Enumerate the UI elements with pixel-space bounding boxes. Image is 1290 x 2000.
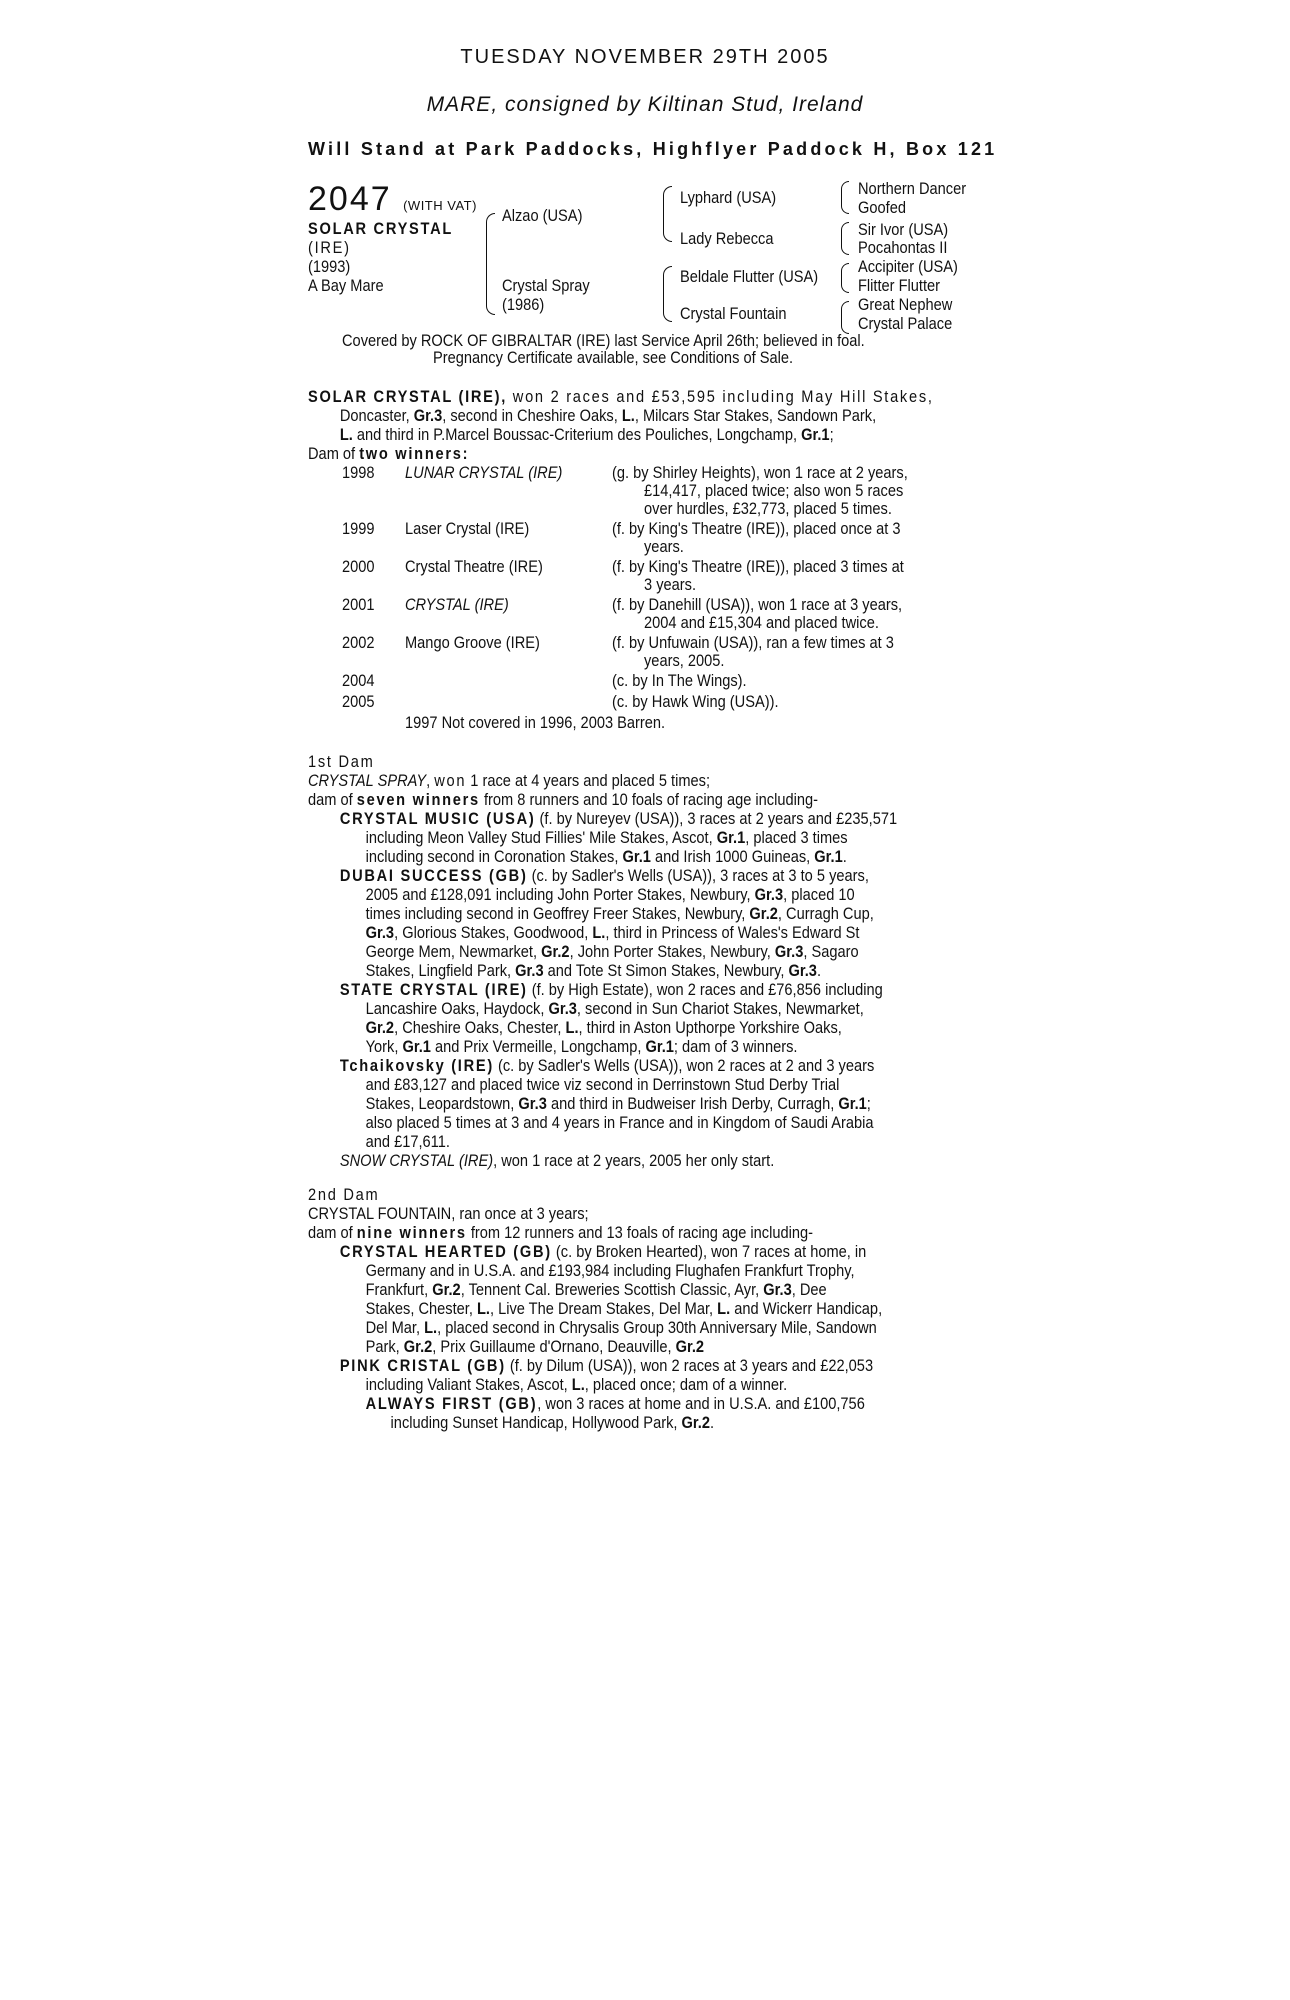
entry-text: , placed second in Chrysalis Group 30th Anniversary Mile, Sandown	[437, 1318, 877, 1337]
race-record-line	[308, 406, 934, 425]
first-dam-section	[308, 752, 897, 1170]
race-record-text: , Milcars Star Stakes, Sandown Park,	[634, 406, 877, 425]
race-grade: L.	[621, 406, 635, 425]
produce-year: 2002	[342, 633, 375, 652]
entry-text: including second in Coronation Stakes,	[365, 847, 623, 866]
race-record	[308, 387, 934, 463]
entry-line	[308, 1413, 882, 1432]
pedigree-g2: Goofed	[858, 198, 906, 217]
produce-name: LUNAR CRYSTAL (IRE)	[405, 463, 563, 482]
entry-line	[308, 942, 897, 961]
pedigree-g6: Flitter Flutter	[858, 276, 941, 295]
race-grade: Gr.1	[645, 1037, 674, 1056]
race-grade: L.	[571, 1375, 585, 1394]
pedigree-brace-g1	[841, 181, 849, 214]
entry-line	[308, 1075, 897, 1094]
first-dam-text: from 8 runners and 10 foals of racing age including-	[479, 790, 818, 809]
race-grade: L.	[565, 1018, 579, 1037]
race-record-text: Doncaster,	[339, 406, 414, 425]
race-grade: Gr.2	[681, 1413, 710, 1432]
produce-year: 2004	[342, 671, 375, 690]
entry-line	[308, 961, 897, 980]
race-grade: Gr.3	[763, 1280, 792, 1299]
race-grade: L.	[592, 923, 606, 942]
entry-text: and Prix Vermeille, Longchamp,	[430, 1037, 646, 1056]
produce-name: Crystal Theatre (IRE)	[405, 557, 543, 576]
entry-tchaikovsky	[308, 1056, 897, 1075]
pedigree-dam-year: (1986)	[502, 295, 545, 314]
entry-snow-crystal	[308, 1151, 897, 1170]
entry-text: also placed 5 times at 3 and 4 years in France and in Kingdom of Saudi Arabia	[365, 1113, 874, 1132]
race-record-line	[308, 425, 934, 444]
entry-line	[308, 999, 897, 1018]
entry-text: Park,	[365, 1337, 404, 1356]
entry-text: Stakes, Lingfield Park,	[365, 961, 516, 980]
entry-line	[308, 1299, 882, 1318]
entry-text: , won 1 race at 2 years, 2005 her only start.	[493, 1151, 775, 1170]
entry-text: .	[816, 961, 822, 980]
race-grade: Gr.1	[838, 1094, 867, 1113]
entry-text: and Tote St Simon Stakes, Newbury,	[543, 961, 789, 980]
produce-year: 1999	[342, 519, 375, 538]
entry-text: and Irish 1000 Guineas,	[650, 847, 815, 866]
entry-text: ; dam of 3 winners.	[673, 1037, 798, 1056]
race-grade: Gr.3	[788, 961, 817, 980]
horse-name: SOLAR CRYSTAL	[308, 219, 454, 238]
lot-number-value: 2047	[308, 180, 392, 218]
race-grade: Gr.3	[548, 999, 577, 1018]
produce-year: 1998	[342, 463, 375, 482]
entry-text: including Meon Valley Stud Fillies' Mile Stakes, Ascot,	[365, 828, 717, 847]
entry-text: , third in Princess of Wales's Edward St	[605, 923, 860, 942]
entry-text: (c. by Sadler's Wells (USA)), 3 races at 3 to 5 years,	[527, 866, 869, 885]
dam-of-line	[308, 444, 934, 463]
entry-text: , second in Sun Chariot Stakes, Newmarket,	[576, 999, 864, 1018]
entry-text: , John Porter Stakes, Newbury,	[569, 942, 775, 961]
race-grade: Gr.3	[774, 942, 804, 961]
produce-name: CRYSTAL (IRE)	[405, 595, 509, 614]
entry-line	[308, 1094, 897, 1113]
entry-text: and £17,611.	[365, 1132, 450, 1151]
race-grade: L.	[424, 1318, 438, 1337]
race-grade: Gr.2	[403, 1337, 433, 1356]
pedigree-brace-dam	[663, 266, 672, 322]
race-grade: Gr.3	[365, 923, 395, 942]
pedigree-g5: Accipiter (USA)	[858, 257, 958, 276]
race-grade: Gr.1	[716, 828, 746, 847]
horse-description: A Bay Mare	[308, 276, 384, 295]
entry-line	[308, 1261, 882, 1280]
pedigree-g3: Sir Ivor (USA)	[858, 220, 949, 239]
produce-name: Mango Groove (IRE)	[405, 633, 540, 652]
produce-details: years, 2005.	[644, 651, 725, 670]
entry-pink-cristal	[308, 1356, 882, 1375]
entry-name: DUBAI SUCCESS (GB)	[339, 866, 528, 885]
produce-year: 2000	[342, 557, 375, 576]
produce-details: (f. by Unfuwain (USA)), ran a few times at 3	[612, 633, 894, 652]
entry-text: Stakes, Leopardstown,	[365, 1094, 519, 1113]
race-record-line	[308, 387, 934, 406]
pedigree-brace-g2	[841, 222, 849, 255]
produce-details: 3 years.	[644, 575, 697, 594]
vat-note: (WITH VAT)	[403, 198, 477, 213]
first-dam-name: CRYSTAL SPRAY	[308, 771, 427, 790]
entry-text: Germany and in U.S.A. and £193,984 including Flughafen Frankfurt Trophy,	[365, 1261, 855, 1280]
race-record-horse: SOLAR CRYSTAL (IRE),	[308, 387, 508, 406]
entry-text: and £83,127 and placed twice viz second in Derrinstown Stud Derby Trial	[365, 1075, 840, 1094]
entry-text: and Wickerr Handicap,	[730, 1299, 883, 1318]
entry-line	[308, 904, 897, 923]
entry-text: .	[709, 1413, 715, 1432]
second-dam-text: from 12 runners and 13 foals of racing age including-	[466, 1223, 813, 1242]
race-grade: Gr.1	[402, 1037, 431, 1056]
second-dam-heading: 2nd Dam	[308, 1185, 380, 1204]
race-record-text: ;	[829, 425, 834, 444]
race-grade: Gr.2	[541, 942, 570, 961]
stand-location: Will Stand at Park Paddocks, Highflyer Paddock H, Box 121	[308, 139, 998, 159]
pedigree-g4: Pocahontas II	[858, 238, 948, 257]
first-dam-line	[308, 790, 897, 809]
produce-details: (g. by Shirley Heights), won 1 race at 2 years,	[612, 463, 908, 482]
produce-year: 2001	[342, 595, 375, 614]
produce-details: (f. by King's Theatre (IRE)), placed once at 3	[612, 519, 901, 538]
race-grade: Gr.1	[622, 847, 651, 866]
pedigree-g1: Northern Dancer	[858, 179, 967, 198]
entry-text: ;	[866, 1094, 871, 1113]
produce-details: £14,417, placed twice; also won 5 races	[644, 481, 904, 500]
entry-line	[308, 847, 897, 866]
entry-line	[308, 923, 897, 942]
entry-text: , placed 10	[783, 885, 855, 904]
entry-text: , Dee	[791, 1280, 827, 1299]
entry-always-first	[308, 1394, 882, 1413]
second-dam-line	[308, 1223, 882, 1242]
race-record-text: and third in P.Marcel Boussac-Criterium des Pouliches, Longchamp,	[352, 425, 802, 444]
entry-line	[308, 828, 897, 847]
entry-line	[308, 1337, 882, 1356]
race-grade: Gr.3	[413, 406, 443, 425]
pedigree-dam-dam: Crystal Fountain	[680, 304, 787, 323]
produce-details: (f. by Danehill (USA)), won 1 race at 3 years,	[612, 595, 903, 614]
pedigree-dam-sire: Beldale Flutter (USA)	[680, 267, 819, 286]
race-grade: Gr.3	[515, 961, 544, 980]
first-dam-text: ,	[426, 771, 435, 790]
entry-text: including Sunset Handicap, Hollywood Park,	[390, 1413, 682, 1432]
entry-text: , Prix Guillaume d'Ornano, Deauville,	[432, 1337, 676, 1356]
pedigree-sire-dam: Lady Rebecca	[680, 229, 774, 248]
pedigree-brace-g3	[841, 263, 849, 293]
race-grade: Gr.2	[365, 1018, 395, 1037]
produce-details: 2004 and £15,304 and placed twice.	[644, 613, 879, 632]
entry-name: STATE CRYSTAL (IRE)	[339, 980, 528, 999]
entry-line	[308, 1280, 882, 1299]
entry-line	[308, 1132, 897, 1151]
second-dam-line: CRYSTAL FOUNTAIN, ran once at 3 years;	[308, 1204, 589, 1223]
horse-year: (1993)	[308, 257, 351, 276]
produce-details: over hurdles, £32,773, placed 5 times.	[644, 499, 892, 518]
entry-text: and third in Budweiser Irish Derby, Curragh,	[546, 1094, 839, 1113]
sale-date: TUESDAY NOVEMBER 29TH 2005	[460, 46, 830, 68]
entry-text: Stakes, Chester,	[365, 1299, 477, 1318]
race-grade: Gr.1	[801, 425, 830, 444]
consignor-line: MARE, consigned by Kiltinan Stud, Ireland	[426, 93, 864, 116]
race-grade: L.	[339, 425, 353, 444]
entry-text: (c. by Broken Hearted), won 7 races at home, in	[551, 1242, 867, 1261]
produce-details: (c. by Hawk Wing (USA)).	[612, 692, 779, 711]
pregnancy-line: Pregnancy Certificate available, see Conditions of Sale.	[433, 348, 794, 367]
race-grade: Gr.2	[675, 1337, 705, 1356]
entry-text: Frankfurt,	[365, 1280, 433, 1299]
entry-dubai-success	[308, 866, 897, 885]
entry-text: , third in Aston Upthorpe Yorkshire Oaks,	[578, 1018, 842, 1037]
entry-line	[308, 885, 897, 904]
pedigree-brace-main	[486, 213, 495, 315]
entry-text: , Live The Dream Stakes, Del Mar,	[489, 1299, 718, 1318]
race-grade: L.	[717, 1299, 731, 1318]
entry-state-crystal	[308, 980, 897, 999]
race-grade: Gr.3	[754, 885, 784, 904]
pedigree-brace-sire	[663, 186, 672, 242]
first-dam-heading: 1st Dam	[308, 752, 375, 771]
race-grade: Gr.1	[814, 847, 843, 866]
entry-text: Lancashire Oaks, Haydock,	[365, 999, 549, 1018]
entry-text: , Tennent Cal. Breweries Scottish Classic, Ayr,	[460, 1280, 764, 1299]
entry-text: , Sagaro	[803, 942, 859, 961]
second-dam-winners: nine winners	[356, 1223, 467, 1242]
entry-text: , placed 3 times	[745, 828, 848, 847]
entry-text: 2005 and £128,091 including John Porter Stakes, Newbury,	[365, 885, 755, 904]
entry-text: , won 3 races at home and in U.S.A. and £100,756	[537, 1394, 865, 1413]
entry-text: (f. by Nureyev (USA)), 3 races at 2 years and £235,571	[535, 809, 898, 828]
lot-number	[308, 180, 477, 219]
race-grade: Gr.3	[518, 1094, 547, 1113]
produce-details: (c. by In The Wings).	[612, 671, 747, 690]
entry-text: , placed once; dam of a winner.	[584, 1375, 788, 1394]
race-record-text: , second in Cheshire Oaks,	[442, 406, 622, 425]
entry-text: (f. by High Estate), won 2 races and £76,856 including	[527, 980, 883, 999]
entry-text: , Cheshire Oaks, Chester,	[394, 1018, 566, 1037]
race-grade: Gr.2	[749, 904, 778, 923]
pedigree-brace-g4	[841, 301, 849, 334]
entry-text: (c. by Sadler's Wells (USA)), won 2 races at 2 and 3 years	[493, 1056, 875, 1075]
entry-name: PINK CRISTAL (GB)	[339, 1356, 506, 1375]
entry-line	[308, 1018, 897, 1037]
entry-name: CRYSTAL MUSIC (USA)	[339, 809, 536, 828]
entry-text: , Glorious Stakes, Goodwood,	[394, 923, 593, 942]
entry-text: York,	[365, 1037, 403, 1056]
produce-name: Laser Crystal (IRE)	[405, 519, 530, 538]
entry-name: CRYSTAL HEARTED (GB)	[339, 1242, 552, 1261]
entry-crystal-music	[308, 809, 897, 828]
produce-year: 2005	[342, 692, 375, 711]
entry-name: ALWAYS FIRST (GB)	[365, 1394, 538, 1413]
first-dam-text: dam of	[308, 790, 357, 809]
entry-crystal-hearted	[308, 1242, 882, 1261]
race-grade: Gr.2	[432, 1280, 461, 1299]
entry-text: .	[842, 847, 847, 866]
entry-name: Tchaikovsky (IRE)	[339, 1056, 494, 1075]
horse-origin: (IRE)	[308, 238, 351, 257]
race-record-text: won 2 races and £53,595 including May Hill Stakes,	[507, 387, 934, 406]
first-dam-line	[308, 771, 897, 790]
entry-text: , Curragh Cup,	[777, 904, 874, 923]
first-dam-winners: seven winners	[356, 790, 480, 809]
race-grade: L.	[476, 1299, 490, 1318]
not-covered-note: 1997 Not covered in 1996, 2003 Barren.	[405, 713, 666, 732]
dam-of-winners: two winners:	[359, 444, 470, 463]
second-dam-text: dam of	[308, 1223, 357, 1242]
dam-of-text: Dam of	[308, 444, 360, 463]
pedigree-dam: Crystal Spray	[502, 276, 590, 295]
entry-name: SNOW CRYSTAL (IRE)	[339, 1151, 494, 1170]
pedigree-sire-sire: Lyphard (USA)	[680, 188, 777, 207]
entry-text: George Mem, Newmarket,	[365, 942, 542, 961]
entry-text: Del Mar,	[365, 1318, 425, 1337]
first-dam-text: 1 race at 4 years and placed 5 times;	[466, 771, 711, 790]
produce-details: (f. by King's Theatre (IRE)), placed 3 times at	[612, 557, 904, 576]
entry-line	[308, 1113, 897, 1132]
pedigree-g7: Great Nephew	[858, 295, 953, 314]
entry-text: (f. by Dilum (USA)), won 2 races at 3 years and £22,053	[505, 1356, 874, 1375]
entry-text: times including second in Geoffrey Freer Stakes, Newbury,	[365, 904, 750, 923]
entry-line	[308, 1318, 882, 1337]
produce-details: years.	[644, 537, 684, 556]
pedigree-g8: Crystal Palace	[858, 314, 953, 333]
first-dam-text: won	[434, 771, 467, 790]
second-dam-section	[308, 1185, 882, 1432]
covered-line: Covered by ROCK OF GIBRALTAR (IRE) last Service April 26th; believed in foal.	[342, 331, 865, 350]
entry-line	[308, 1375, 882, 1394]
pedigree-sire: Alzao (USA)	[502, 206, 583, 225]
entry-line	[308, 1037, 897, 1056]
entry-text: including Valiant Stakes, Ascot,	[365, 1375, 572, 1394]
